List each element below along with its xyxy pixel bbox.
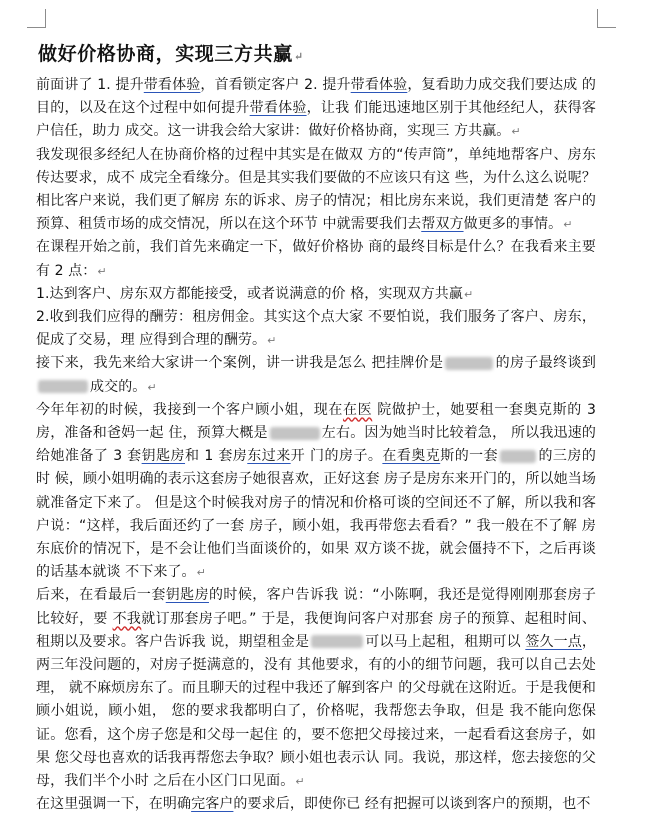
body-text-run: 前面讲了 1. 提升 (36, 77, 144, 93)
body-paragraph (36, 144, 596, 237)
body-text-run: ，复看助力成交我们要达成 的目的，以及在这个过程中如何提升 (36, 77, 596, 117)
paragraph-mark-icon: ↵ (563, 218, 573, 232)
body-text-run: 开 门的房子。 (290, 448, 383, 465)
underlined-phrase: 帮双方 (421, 216, 464, 233)
underlined-phrase: 钥匙房 (165, 587, 209, 604)
body-text-run: ，让我 们能迅速地区别于其他经纪人，获得客户信任，助力 成交。这一讲我会给大家讲：做好价格协商，实现三 方共赢。 (36, 100, 596, 140)
body-text-run: 可以马上起租，租期可以 (365, 633, 526, 650)
underlined-phrase: 钥匙房 (141, 448, 186, 465)
body-paragraph (36, 74, 596, 144)
document-title-text: 做好价格协商，实现三方共赢 (38, 43, 293, 65)
body-text-run: 的要求后，即使你已 经有把握可以谈到客户的预期，也不 (233, 796, 591, 813)
paragraph-mark-icon: ↵ (147, 380, 157, 394)
underlined-phrase: 带看体验 (249, 100, 307, 117)
redacted-value (38, 380, 88, 393)
spellcheck-flagged-phrase: 不我 (112, 610, 142, 627)
body-paragraph (36, 584, 596, 793)
underlined-phrase: 签久一点 (525, 633, 582, 650)
body-paragraph (36, 793, 596, 816)
page-corner-mark-top-right (597, 9, 616, 28)
document-page (36, 41, 596, 817)
body-text-run: 2.收到我们应得的酬劳：租房佣金。其实这个点大家 不要怕说，我们服务了客户、房东，促成了交易，理 应得到合理的酬劳。 (36, 309, 596, 349)
body-text-run: 左右。因为她当时比较着急， 所以我迅速的给她准备了 3 套 (36, 425, 597, 465)
redacted-value (500, 450, 536, 463)
paragraph-mark-icon: ↵ (293, 50, 304, 63)
paragraph-mark-icon: ↵ (295, 775, 305, 789)
body-text-run: 的三房的时 候，顾小姐明确的表示这套房子她很喜欢，正好这套 房子是房东来开门的，所以她当场就准备定下来了。 但是这个时候我对房子的情况和价格可谈的空间还不了解，所以我和客户说：“这样，我后面还约了一套 房子，顾小姐，我再带您去看看？” 我一般在不了解 房东底价的情况下，是不会让他们当面谈价的，如果 双方谈不拢，就会僵持不下，之后再谈的话基本就谈 不下来了。 (36, 448, 596, 581)
body-text-run: 院做护士，她要租一套奥克斯的 3 房，准备和爸妈一起 住，预算大概是 (36, 401, 596, 442)
body-text-run: ，首看锁定客户 2. 提升 (200, 77, 351, 93)
underlined-phrase: 东过来 (247, 448, 291, 465)
paragraph-mark-icon: ↵ (267, 334, 277, 348)
body-text-run: 做更多的事情。 (463, 216, 563, 233)
paragraph-mark-icon: ↵ (196, 566, 206, 580)
body-text-run: 斯的一套 (440, 448, 499, 465)
body-text-run: 后来，在看最后一套 (36, 587, 166, 604)
body-text-run: 我发现很多经纪人在协商价格的过程中其实是在做双 方的“传声筒”，单纯地帮客户、房东传达要求，成不 成完全看缘分。但是其实我们要做的不应该只有这 些，为什么这么说呢？相比客户来说，我们更了解房 东的诉求、房子的情况；相比房东来说，我们更清楚 客户的预算、租赁市场的成交情况，所以在这个环节 中就需要我们去 (36, 146, 596, 233)
spellcheck-flagged-phrase: 在医 (342, 401, 373, 418)
document-title (38, 41, 596, 70)
body-text-run: 就订那套房子吧。” 于是，我便询问客户对那套 房子的预算、起租时间、租期以及要求。客户告诉我 说，期望租金是 (36, 610, 596, 650)
body-paragraph (36, 352, 596, 398)
paragraph-mark-icon: ↵ (464, 287, 474, 301)
body-text-run: 1.达到客户、房东双方都能接受，或者说满意的价 格，实现双方共赢 (36, 285, 464, 302)
body-text-run: 接下来，我先来给大家讲一个案例，讲一讲我是怎么 把挂牌价是 (36, 355, 444, 372)
body-paragraph (36, 306, 596, 352)
underlined-phrase: 带看体验 (143, 77, 201, 93)
underlined-phrase: 完客户 (191, 796, 234, 813)
body-text-run: 今年年初的时候，我接到一个客户顾小姐，现在 (36, 401, 343, 418)
body-text-run: 的房子最终谈到 (495, 355, 596, 372)
body-text-run: 和 1 套房 (185, 448, 248, 465)
body-paragraph (36, 399, 596, 585)
body-text-run: ，两三年没问题的，对房子挺满意的，没有 其他要求，有的小的细节问题，我可以自己去处理， 就不麻烦房东了。而且聊天的过程中我还了解到客户 的父母就在这附近。于是我便和顾小姐说，顾小姐， 您的要求我都明白了，价格呢，我帮您去争取，但是 我不能向您保证。您看，这个房子您是和父母一起住 的，要不您把父母接过来，一起看看这套房子，如果 您父母也喜欢的话我再帮您去争取？顾小姐也表示认 同。我说，那这样，您去接您的父母，我们半个小时 之后在小区门口见面。 (36, 633, 597, 790)
redacted-value (311, 635, 363, 648)
redacted-value (270, 427, 320, 440)
paragraph-mark-icon: ↵ (97, 264, 107, 278)
underlined-phrase: 带看体验 (350, 77, 408, 93)
body-text-run: 的时候，客户告诉我 说：“小陈啊，我还是觉得刚刚那套房子比较好，要 (36, 587, 596, 627)
paragraph-mark-icon: ↵ (511, 125, 521, 139)
redacted-value (445, 357, 493, 370)
body-paragraph (36, 236, 596, 282)
body-paragraph (36, 283, 596, 306)
body-text-run: 在这里强调一下，在明确 (36, 796, 192, 813)
body-text-run: 成交的。 (90, 378, 147, 395)
underlined-phrase: 在看奥克 (382, 448, 441, 465)
document-body (36, 74, 596, 817)
page-corner-mark-top-left (27, 9, 46, 28)
body-text-run: 在课程开始之前，我们首先来确定一下，做好价格协 商的最终目标是什么？在我看来主要有 2 点： (36, 239, 596, 279)
